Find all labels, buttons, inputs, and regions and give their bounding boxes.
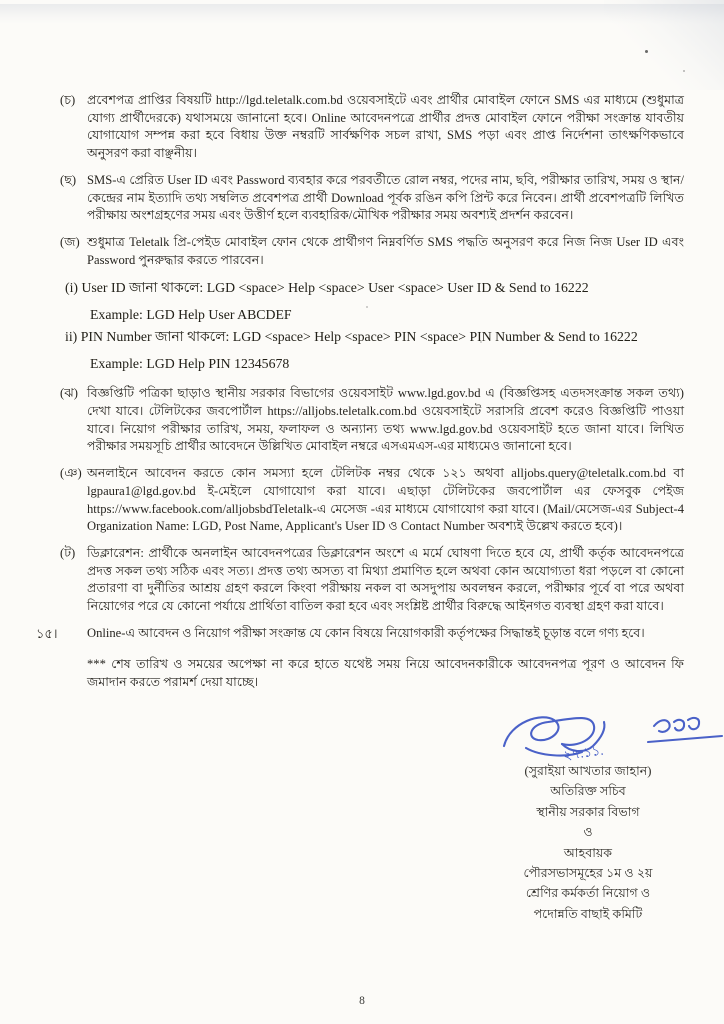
scan-speck bbox=[645, 50, 648, 53]
note-indent bbox=[60, 656, 87, 691]
note-text: *** শেষ তারিখ ও সময়ের অপেক্ষা না করে হাতে যথেষ্ট সময় নিয়ে আবেদনকারীকে আবেদনপত্র পূরণ ও আবেদন ফি জমাদান করতে পরামর্শ দেয়া যাচ্ছে। bbox=[87, 657, 684, 690]
signatory-role: আহবায়ক bbox=[563, 845, 613, 860]
clause-cha bbox=[60, 92, 684, 163]
clause-label: (জ) bbox=[60, 234, 80, 249]
document-body bbox=[36, 92, 685, 692]
clause-ta bbox=[60, 545, 684, 616]
clause-text: বিজ্ঞপ্তিটি পত্রিকা ছাড়াও স্থানীয় সরকার বিভাগের ওয়েবসাইট www.lgd.gov.bd এ (বিজ্ঞপ্তিসহ এতদসংক্রান্ত সকল তথ্য) দেখা যাবে। টেলিটকের জবপোর্টাল https://alljobs.teletalk.com.bd ওয়েবসাইটে সরাসরি প্রবেশ করেও বিজ্ঞপ্তিটি পাওয়া যাবে। নিয়োগ পরীক্ষার তারিখ, সময়, ফলাফল ও অন্যান্য তথ্য www.lgd.gov.bd ওয়েবসাইট হতে জানা যাবে। লিখিত পরীক্ষার সময়সূচি প্রার্থীর আবেদনে উল্লিখিত মোবাইল নম্বরে এসএমএস-এর মাধ্যমেও জানানো হবে। bbox=[87, 386, 684, 454]
clause-label: (ছ) bbox=[60, 172, 77, 187]
clause-chha bbox=[60, 172, 684, 225]
scan-artifact-band bbox=[0, 4, 724, 24]
signatory-title: অতিরিক্ত সচিব bbox=[550, 784, 626, 799]
clause-text: শুধুমাত্র Teletalk প্রি-পেইড মোবাইল ফোন থেকে প্রার্থীগণ নিম্নবর্ণিত SMS পদ্ধতি অনুসরণ করে নিজ নিজ User ID এবং Password পুনরুদ্ধার করতে পারবেন। bbox=[87, 234, 684, 267]
committee-line: শ্রেণির কর্মকর্তা নিয়োগ ও bbox=[525, 886, 651, 901]
sms-help-example-i: Example: LGD Help User ABCDEF bbox=[90, 306, 292, 322]
clause-jha bbox=[60, 385, 684, 456]
sms-help-list bbox=[62, 278, 684, 373]
sms-help-item-ii: ii) PIN Number জানা থাকলে: LGD <space> Help <space> PIN <space> PIN Number & Send to 16222 bbox=[65, 329, 638, 345]
clause-text: Online-এ আবেদন ও নিয়োগ পরীক্ষা সংক্রান্ত যে কোন বিষয়ে নিয়োগকারী কর্তৃপক্ষের সিদ্ধান্তই চূড়ান্ত বলে গণ্য হবে। bbox=[87, 625, 645, 640]
clause-text: SMS-এ প্রেরিত User ID এবং Password ব্যবহার করে পরবর্তীতে রোল নম্বর, পদের নাম, ছবি, পরীক্ষার তারিখ, সময় ও স্থান/কেন্দ্রের নাম ইত্যাদি তথ্য সম্বলিত প্রবেশপত্র প্রার্থী Download পূর্বক রঙিন কপি প্রিন্ট করে নিবেন। প্রার্থী প্রবেশপত্রটি লিখিত পরীক্ষায় অংশগ্রহণের সময় এবং উত্তীর্ণ হলে ব্যবহারিক/মৌখিক পরীক্ষার সময় অবশ্যই প্রদর্শন করবেন। bbox=[87, 172, 684, 223]
committee-line: পৌরসভাসমূহের ১ম ও ২য় bbox=[523, 866, 653, 881]
page-number: 8 bbox=[359, 995, 365, 1007]
clause-label: (ট) bbox=[60, 545, 76, 560]
clause-ja bbox=[60, 234, 684, 269]
clause-text: অনলাইনে আবেদন করতে কোন সমস্যা হলে টেলিটক নম্বর থেকে ১২১ অথবা alljobs.query@teletalk.com.bd বা lgpaura1@lgd.gov.bd ই-মেইলে যোগাযোগ করা যাবে। এছাড়া টেলিটকের জবপোর্টাল এর ফেসবুক পেইজ https://www.facebook.com/alljobsbdTeletalk-এ মেসেজ -এর মাধ্যমে যোগাযোগ করা যাবে। (Mail/মেসেজ-এর Subject-4 Organization Name: LGD, Post Name, Applicant's User ID ও Contact Number অবশ্যই উল্লেখ করতে হবে)। bbox=[87, 466, 684, 534]
sms-help-example-ii: Example: LGD Help PIN 12345678 bbox=[90, 355, 290, 371]
clause-nga bbox=[60, 465, 684, 536]
clause-15 bbox=[36, 625, 684, 643]
clause-label: (ঝ) bbox=[60, 386, 78, 401]
signature-block bbox=[468, 761, 708, 924]
committee-line: পদোন্নতি বাছাই কমিটি bbox=[533, 906, 643, 921]
clause-text: প্রবেশপত্র প্রাপ্তির বিষয়টি http://lgd.teletalk.com.bd ওয়েবসাইটে এবং প্রার্থীর মোবাইল ফোনে SMS এর মাধ্যমে (শুধুমাত্র যোগ্য প্রার্থীদেরকে) যথাসময়ে জানানো হবে। Online আবেদনপত্রে প্রার্থীর প্রদত্ত মোবাইল ফোনে পরীক্ষা সংক্রান্ত যাবতীয় যোগাযোগ সম্পন্ন করা হবে বিধায় উক্ত নম্বরটি সার্বক্ষণিক সচল রাখা, SMS পড়া এবং প্রাপ্ত নির্দেশনা তাৎক্ষণিকভাবে অনুসরণ করা বাঞ্ছনীয়। bbox=[87, 93, 685, 161]
signatory-department: স্থানীয় সরকার বিভাগ bbox=[536, 804, 640, 819]
signatory-conjunction: ও bbox=[583, 825, 593, 840]
page-fold-shadow bbox=[604, 0, 724, 90]
clause-label: (চ) bbox=[60, 93, 76, 107]
deadline-note bbox=[60, 656, 684, 691]
clause-text: ডিক্লারেশন: প্রার্থীকে অনলাইন আবেদনপত্রের ডিক্লারেশন অংশে এ মর্মে ঘোষণা দিতে হবে যে, প্রার্থী কর্তৃক আবেদনপত্রে প্রদত্ত সকল তথ্য সঠিক এবং সত্য। প্রদত্ত তথ্য অসত্য বা মিথ্যা প্রমাণিত হলে অথবা কোন অযোগ্যতা ধরা পড়লে বা কোনো প্রতারণা বা দুর্নীতির আশ্রয় গ্রহণ করলে কিংবা পরীক্ষায় নকল বা অসদুপায় অবলম্বন করলে, পরীক্ষার পূর্বে বা পরে অথবা নিয়োগের পরে যে কোনো পর্যায়ে প্রার্থিতা বাতিল করা হবে এবং সংশ্লিষ্ট প্রার্থীর বিরুদ্ধে আইনগত ব্যবস্থা গ্রহণ করা যাবে। bbox=[87, 545, 684, 614]
clause-label: ১৫। bbox=[36, 625, 58, 641]
sms-help-item-i: (i) User ID জানা থাকলে: LGD <space> Help <space> User <space> User ID & Send to 16222 bbox=[65, 280, 589, 296]
clause-label: (ঞ) bbox=[60, 466, 82, 481]
scan-speck bbox=[683, 70, 685, 72]
handwritten-date: ২৭.১১. bbox=[562, 742, 605, 763]
signatory-name: (সুরাইয়া আখতার জাহান) bbox=[524, 764, 652, 778]
